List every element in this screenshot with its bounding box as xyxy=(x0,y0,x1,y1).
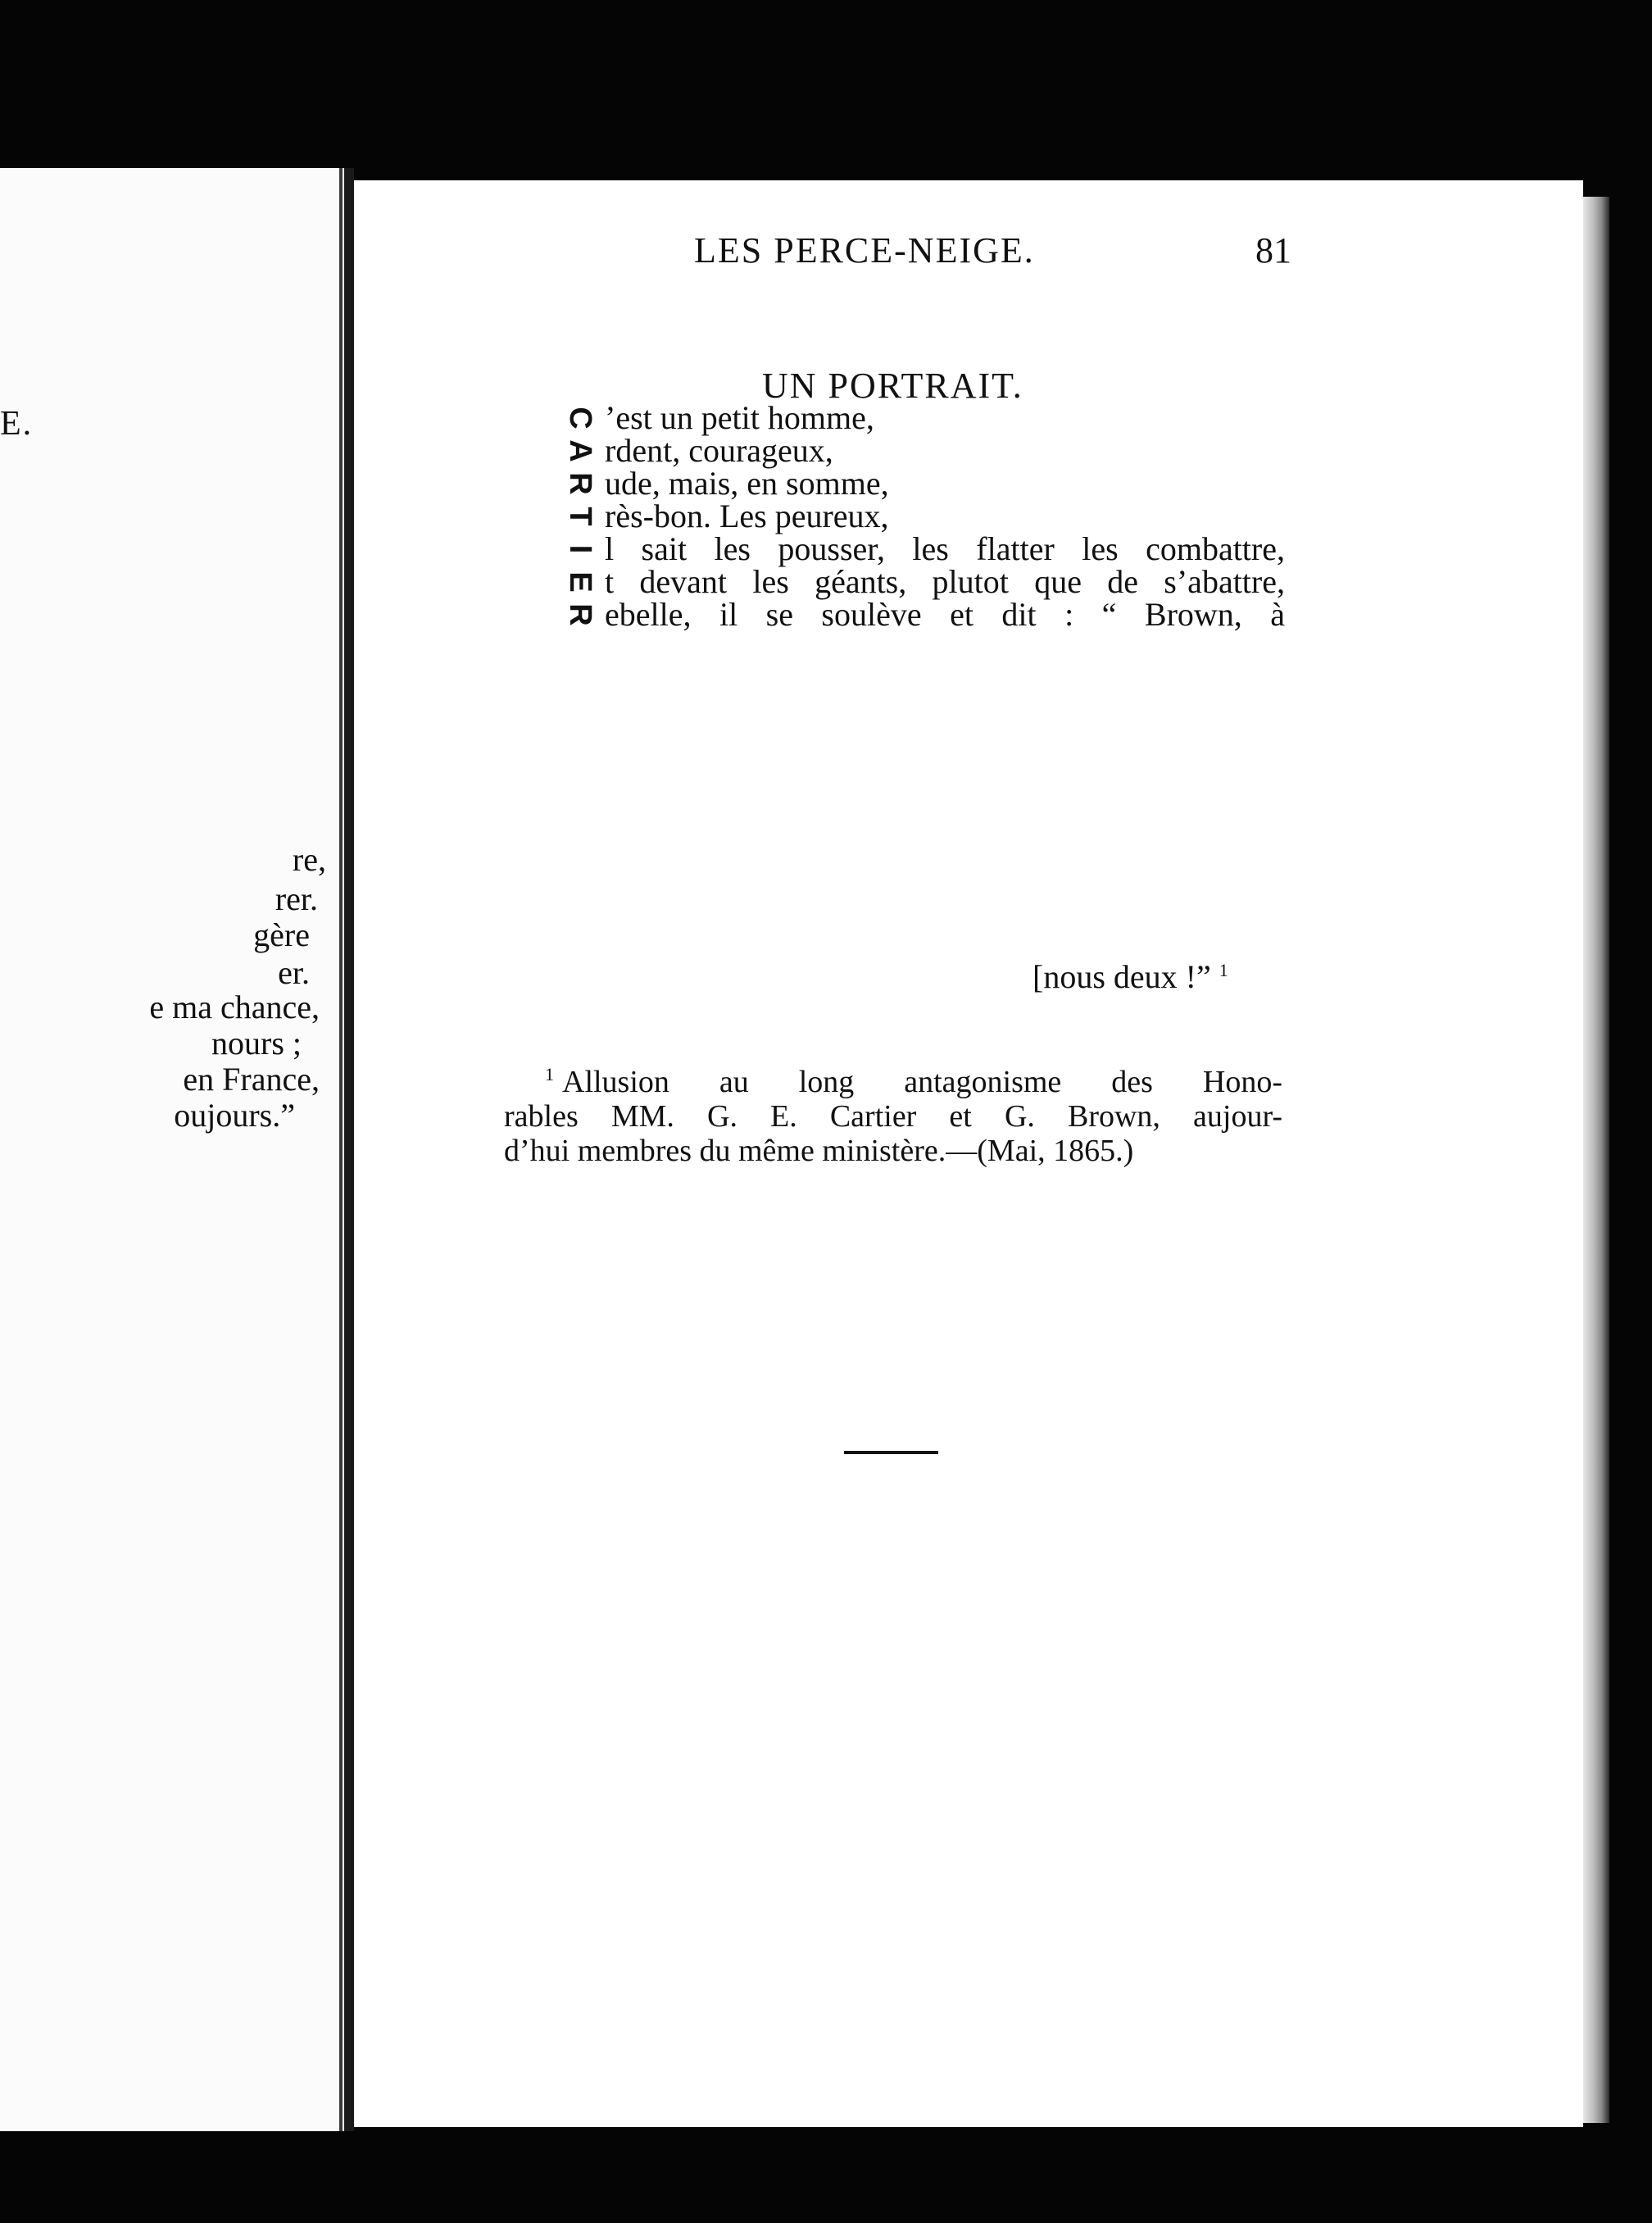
acrostic-letter: C xyxy=(563,407,597,430)
poem-title: UN PORTRAIT. xyxy=(762,366,1023,406)
poem-line-text: ebelle, il se soulève et dit : “ Brown, à xyxy=(605,596,1285,633)
acrostic-letter: R xyxy=(563,472,597,495)
left-text-line: oujours.” xyxy=(174,1097,295,1134)
footnote-line xyxy=(504,1057,1282,1099)
poem-line xyxy=(565,500,1295,533)
left-text-line: en France, xyxy=(183,1061,320,1098)
left-text-line: gère xyxy=(253,916,310,953)
left-text-line: rer. xyxy=(275,880,318,917)
left-running-header-fragment: E. xyxy=(0,405,34,443)
acrostic-letter: I xyxy=(563,544,597,554)
acrostic-poem xyxy=(563,399,1295,633)
footnote-line: rables MM. G. E. Cartier et G. Brown, aujour- xyxy=(504,1099,1282,1134)
left-text-line: er. xyxy=(278,954,310,991)
footnote-marker: 1 xyxy=(545,1064,554,1084)
poem-line xyxy=(565,467,1295,500)
footnote-line: d’hui membres du même ministère.—(Mai, 1865.) xyxy=(504,1134,1134,1168)
poem-line xyxy=(563,530,1295,567)
poem-line xyxy=(563,399,1295,436)
poem-line-text: ’est un petit homme, xyxy=(605,399,874,436)
book-spine xyxy=(344,168,354,2131)
poem-line xyxy=(563,563,1295,600)
poem-line xyxy=(565,434,1295,467)
left-page xyxy=(0,168,344,2131)
poem-line-text: t devant les géants, plutot que de s’abattre, xyxy=(605,563,1285,600)
poem-line-continuation xyxy=(1032,957,1228,996)
page-number: 81 xyxy=(1255,230,1291,270)
poem-line-text: rdent, courageux, xyxy=(605,432,833,469)
left-text-line: e ma chance, xyxy=(149,989,320,1025)
page-gutter-shadow xyxy=(339,168,343,2131)
acrostic-letter: T xyxy=(563,507,597,526)
continuation-text: [nous deux !” xyxy=(1032,958,1211,995)
footnote xyxy=(504,1057,1282,1168)
acrostic-letter: A xyxy=(563,439,597,462)
poem-line xyxy=(565,598,1295,631)
page-block-edge xyxy=(1583,197,1609,2123)
footnote-line-text: Allusion au long antagonisme des Hono- xyxy=(562,1065,1282,1099)
acrostic-letter: E xyxy=(563,571,597,593)
section-end-rule xyxy=(844,1451,938,1454)
running-header: LES PERCE-NEIGE. xyxy=(694,230,1035,270)
footnote-reference: 1 xyxy=(1219,960,1228,980)
poem-line-text: rès-bon. Les peureux, xyxy=(605,498,889,534)
left-text-line: re, xyxy=(292,841,326,878)
poem-line-text: l sait les pousser, les flatter les combattre, xyxy=(605,530,1285,567)
poem-line-text: ude, mais, en somme, xyxy=(605,465,889,502)
acrostic-letter: R xyxy=(563,603,597,626)
left-text-line: nours ; xyxy=(211,1025,302,1061)
